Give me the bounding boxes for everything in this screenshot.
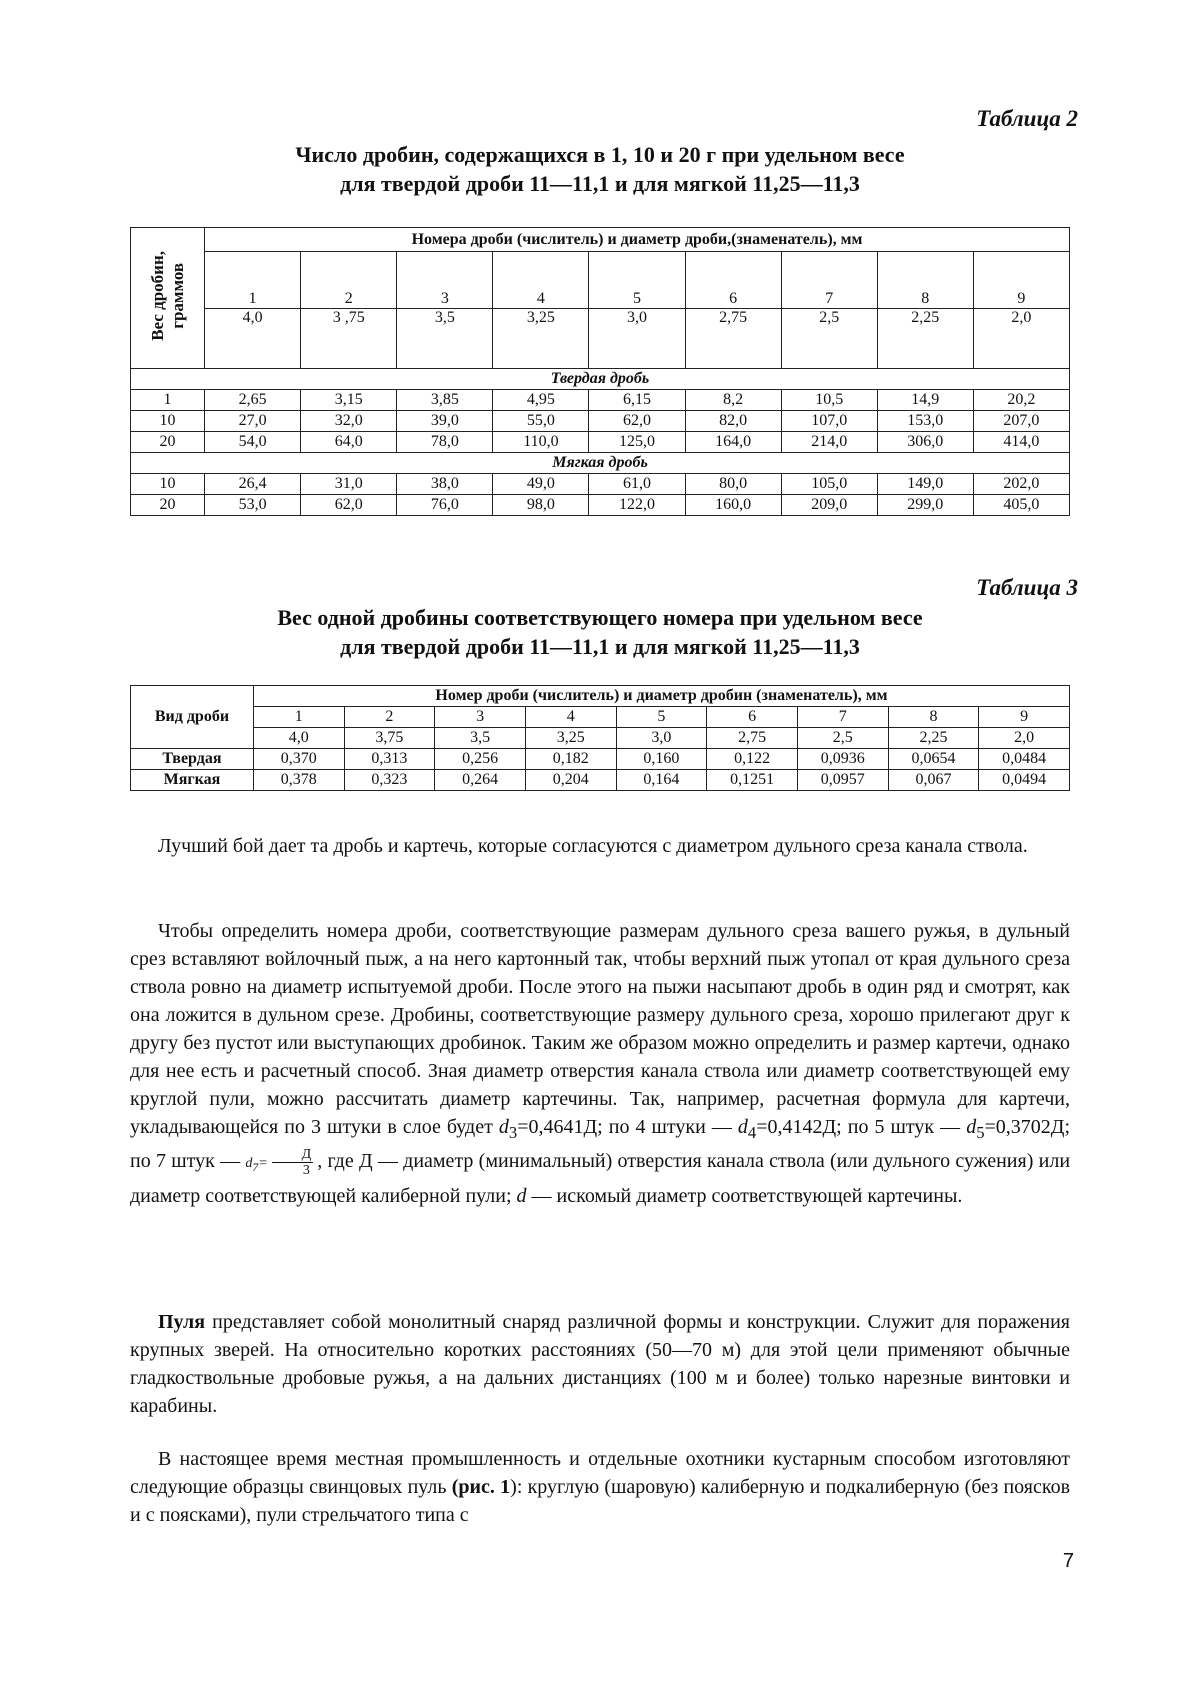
count-cell: 76,0 bbox=[397, 495, 493, 516]
shot-diameter-cell: 3,5 bbox=[397, 308, 493, 368]
count-cell: 54,0 bbox=[205, 432, 301, 453]
table2-hard-row bbox=[131, 432, 1070, 453]
weight-cell: 20 bbox=[131, 432, 205, 453]
table2-caption-line1: Число дробин, содержащихся в 1, 10 и 20 г при удельном весе bbox=[295, 142, 905, 167]
shot-diameter-cell: 2,25 bbox=[877, 308, 973, 368]
table2-hard-row bbox=[131, 390, 1070, 411]
count-cell: 110,0 bbox=[493, 432, 589, 453]
paragraph-shot-numbers: Чтобы определить номера дроби, соответствующие размерам дульного среза вашего ружья, в дульный срез вставляют войлочный пыж, а на него картонный так, чтобы верхний пыж утопал от края дульного среза ствола ровно на диаметр испытуемой дроби. После этого на пыжи насыпают дробь в один ряд и смотрят, как она ложится в дульном срезе. Дробины, соответствующие размеру дульного среза, хорошо прилегают друг к другу без пустот или выступающих дробинок. Таким же образом можно определить и размер картечи, однако для нее есть и расчетный способ. Зная диаметр отверстия канала ствола или диаметр соответствующей ему круглой пули, можно рассчитать диаметр картечины. Так, например, расчетная формула для картечи, укладывающейся по 3 штуки в слое будет $d_3=0,4641Д$; по 4 штуки — $d_4=0,4142Д$; по 5 штук — $d_5=0,3702Д$; по 7 штук — $d_7=$ $\frac{Д}{3}$ , где Д — диаметр (минимальный) отверстия канала ствола (или дульного сужения) или диаметр соответствующей калиберной пули; d — искомый диаметр соответствующей картечины. bbox=[130, 920, 1071, 1207]
count-cell: 20,2 bbox=[973, 390, 1069, 411]
shot-number-cell: 5 bbox=[589, 252, 685, 308]
shot-diameter-cell: 4,0 bbox=[205, 308, 301, 368]
shot-diameter-cell: 2,0 bbox=[979, 728, 1070, 749]
shot-diameter-cell: 3,5 bbox=[435, 728, 526, 749]
formula-d7: $d_7=$ bbox=[245, 1156, 268, 1174]
pellet-weight-cell: 0,256 bbox=[435, 749, 526, 770]
count-cell: 3,85 bbox=[397, 390, 493, 411]
count-cell: 2,65 bbox=[205, 390, 301, 411]
shot-diameter-cell: 2,75 bbox=[707, 728, 798, 749]
shot-kind-cell: Мягкая bbox=[131, 770, 254, 791]
shot-number-cell: 7 bbox=[781, 252, 877, 308]
count-cell: 299,0 bbox=[877, 495, 973, 516]
count-cell: 105,0 bbox=[781, 474, 877, 495]
shot-number-cell: 4 bbox=[525, 707, 616, 728]
count-cell: 149,0 bbox=[877, 474, 973, 495]
count-cell: 61,0 bbox=[589, 474, 685, 495]
pellet-weight-cell: 0,0936 bbox=[797, 749, 888, 770]
table3-caption-line2: для твердой дроби 11—11,1 и для мягкой 11,25—11,3 bbox=[340, 634, 860, 659]
shot-number-cell: 5 bbox=[616, 707, 707, 728]
pellet-weight-cell: 0,264 bbox=[435, 770, 526, 791]
shot-diameter-cell: 3,0 bbox=[616, 728, 707, 749]
count-cell: 49,0 bbox=[493, 474, 589, 495]
pellet-weight-cell: 0,182 bbox=[525, 749, 616, 770]
table2-caption bbox=[130, 140, 1070, 198]
page-number: 7 bbox=[1062, 1550, 1074, 1572]
formula-fraction: $\frac{Д}{3}$ bbox=[272, 1147, 314, 1178]
shot-number-cell: 8 bbox=[888, 707, 979, 728]
count-cell: 32,0 bbox=[301, 411, 397, 432]
shot-number-cell: 4 bbox=[493, 252, 589, 308]
table3 bbox=[130, 685, 1070, 791]
table2-label: Таблица 2 bbox=[976, 106, 1078, 131]
table2-numbers-row bbox=[131, 252, 1070, 308]
count-cell: 164,0 bbox=[685, 432, 781, 453]
shot-diameter-cell: 2,0 bbox=[973, 308, 1069, 368]
pellet-weight-cell: 0,160 bbox=[616, 749, 707, 770]
pellet-weight-cell: 0,204 bbox=[525, 770, 616, 791]
table3-body bbox=[131, 749, 1070, 791]
table3-caption-line1: Вес одной дробины соответствующего номера при удельном весе bbox=[277, 605, 923, 630]
pellet-weight-cell: 0,313 bbox=[344, 749, 435, 770]
count-cell: 6,15 bbox=[589, 390, 685, 411]
shot-diameter-cell: 4,0 bbox=[253, 728, 344, 749]
count-cell: 78,0 bbox=[397, 432, 493, 453]
pellet-weight-cell: 0,0957 bbox=[797, 770, 888, 791]
paragraph-lead-bullets: В настоящее время местная промышленность и отдельные охотники кустарным способом изготовляют следующие образцы свинцовых пуль (рис. 1): круглую (шаровую) калиберную и подкалиберную (без поясков и с поясками), пули стрельчатого типа с bbox=[130, 1448, 1071, 1526]
shot-number-cell: 9 bbox=[973, 252, 1069, 308]
count-cell: 55,0 bbox=[493, 411, 589, 432]
pellet-weight-cell: 0,0494 bbox=[979, 770, 1070, 791]
count-cell: 3,15 bbox=[301, 390, 397, 411]
table3-diameters-row bbox=[131, 728, 1070, 749]
shot-number-cell: 2 bbox=[301, 252, 397, 308]
shot-diameter-cell: 3,75 bbox=[344, 728, 435, 749]
table2-soft-row bbox=[131, 495, 1070, 516]
count-cell: 53,0 bbox=[205, 495, 301, 516]
table3-row bbox=[131, 749, 1070, 770]
table3-row-header: Вид дроби bbox=[131, 686, 254, 749]
count-cell: 38,0 bbox=[397, 474, 493, 495]
count-cell: 153,0 bbox=[877, 411, 973, 432]
table2-soft-row bbox=[131, 474, 1070, 495]
count-cell: 39,0 bbox=[397, 411, 493, 432]
table3-label: Таблица 3 bbox=[976, 575, 1078, 600]
count-cell: 62,0 bbox=[589, 411, 685, 432]
table2-column-header: Номера дроби (числитель) и диаметр дроби,(знаменатель), мм bbox=[205, 228, 1070, 252]
count-cell: 414,0 bbox=[973, 432, 1069, 453]
shot-number-cell: 6 bbox=[685, 252, 781, 308]
pellet-weight-cell: 0,1251 bbox=[707, 770, 798, 791]
count-cell: 31,0 bbox=[301, 474, 397, 495]
count-cell: 207,0 bbox=[973, 411, 1069, 432]
table3-numbers-row bbox=[131, 707, 1070, 728]
count-cell: 8,2 bbox=[685, 390, 781, 411]
count-cell: 10,5 bbox=[781, 390, 877, 411]
pellet-weight-cell: 0,370 bbox=[253, 749, 344, 770]
count-cell: 122,0 bbox=[589, 495, 685, 516]
shot-number-cell: 2 bbox=[344, 707, 435, 728]
count-cell: 26,4 bbox=[205, 474, 301, 495]
shot-diameter-cell: 3 ,75 bbox=[301, 308, 397, 368]
table2-hard-group-row bbox=[131, 369, 1070, 390]
weight-cell: 20 bbox=[131, 495, 205, 516]
shot-diameter-cell: 2,5 bbox=[781, 308, 877, 368]
pellet-weight-cell: 0,122 bbox=[707, 749, 798, 770]
table2-hard-label: Твердая дробь bbox=[131, 369, 1070, 390]
shot-number-cell: 7 bbox=[797, 707, 888, 728]
table2-soft-group-row bbox=[131, 453, 1070, 474]
table3-caption bbox=[130, 603, 1070, 661]
table2-hard-body bbox=[131, 390, 1070, 453]
pellet-weight-cell: 0,378 bbox=[253, 770, 344, 791]
shot-number-cell: 6 bbox=[707, 707, 798, 728]
shot-kind-cell: Твердая bbox=[131, 749, 254, 770]
table3-column-header: Номер дроби (числитель) и диаметр дробин (знаменатель), мм bbox=[253, 686, 1069, 707]
count-cell: 98,0 bbox=[493, 495, 589, 516]
count-cell: 80,0 bbox=[685, 474, 781, 495]
count-cell: 214,0 bbox=[781, 432, 877, 453]
table2-row-header-cell bbox=[131, 228, 205, 369]
table3-header-row bbox=[131, 686, 1070, 707]
weight-cell: 10 bbox=[131, 474, 205, 495]
table2-row-header: Вес дробин, граммов bbox=[147, 250, 187, 341]
pellet-weight-cell: 0,0484 bbox=[979, 749, 1070, 770]
shot-diameter-cell: 2,75 bbox=[685, 308, 781, 368]
count-cell: 405,0 bbox=[973, 495, 1069, 516]
shot-diameter-cell: 2,25 bbox=[888, 728, 979, 749]
shot-diameter-cell: 3,25 bbox=[493, 308, 589, 368]
count-cell: 160,0 bbox=[685, 495, 781, 516]
count-cell: 306,0 bbox=[877, 432, 973, 453]
count-cell: 27,0 bbox=[205, 411, 301, 432]
shot-diameter-cell: 3,0 bbox=[589, 308, 685, 368]
weight-cell: 10 bbox=[131, 411, 205, 432]
count-cell: 202,0 bbox=[973, 474, 1069, 495]
table2-caption-line2: для твердой дроби 11—11,1 и для мягкой 11,25—11,3 bbox=[340, 171, 860, 196]
shot-number-cell: 3 bbox=[435, 707, 526, 728]
shot-number-cell: 8 bbox=[877, 252, 973, 308]
count-cell: 4,95 bbox=[493, 390, 589, 411]
count-cell: 62,0 bbox=[301, 495, 397, 516]
pellet-weight-cell: 0,067 bbox=[888, 770, 979, 791]
weight-cell: 1 bbox=[131, 390, 205, 411]
table2-hard-row bbox=[131, 411, 1070, 432]
count-cell: 209,0 bbox=[781, 495, 877, 516]
count-cell: 82,0 bbox=[685, 411, 781, 432]
pellet-weight-cell: 0,164 bbox=[616, 770, 707, 791]
shot-diameter-cell: 3,25 bbox=[525, 728, 616, 749]
pellet-weight-cell: 0,0654 bbox=[888, 749, 979, 770]
table2 bbox=[130, 227, 1070, 516]
count-cell: 107,0 bbox=[781, 411, 877, 432]
paragraph-bullet: Пуля представляет собой монолитный снаряд различной формы и конструкции. Служит для поражения крупных зверей. На относительно коротких расстояниях (50—70 м) для этой цели применяют обычные гладкоствольные дробовые ружья, а на дальних дистанциях (100 м и более) только нарезные винтовки и карабины. bbox=[130, 1311, 1070, 1417]
paragraph-best-shot: Лучший бой дает та дробь и картечь, которые согласуются с диаметром дульного среза канала ствола. bbox=[158, 835, 1028, 857]
count-cell: 125,0 bbox=[589, 432, 685, 453]
shot-number-cell: 9 bbox=[979, 707, 1070, 728]
table3-row bbox=[131, 770, 1070, 791]
count-cell: 64,0 bbox=[301, 432, 397, 453]
shot-number-cell: 1 bbox=[205, 252, 301, 308]
table2-diameters-row bbox=[131, 308, 1070, 368]
count-cell: 14,9 bbox=[877, 390, 973, 411]
table2-soft-label: Мягкая дробь bbox=[131, 453, 1070, 474]
table2-header-row bbox=[131, 228, 1070, 252]
shot-number-cell: 3 bbox=[397, 252, 493, 308]
shot-number-cell: 1 bbox=[253, 707, 344, 728]
pellet-weight-cell: 0,323 bbox=[344, 770, 435, 791]
shot-diameter-cell: 2,5 bbox=[797, 728, 888, 749]
